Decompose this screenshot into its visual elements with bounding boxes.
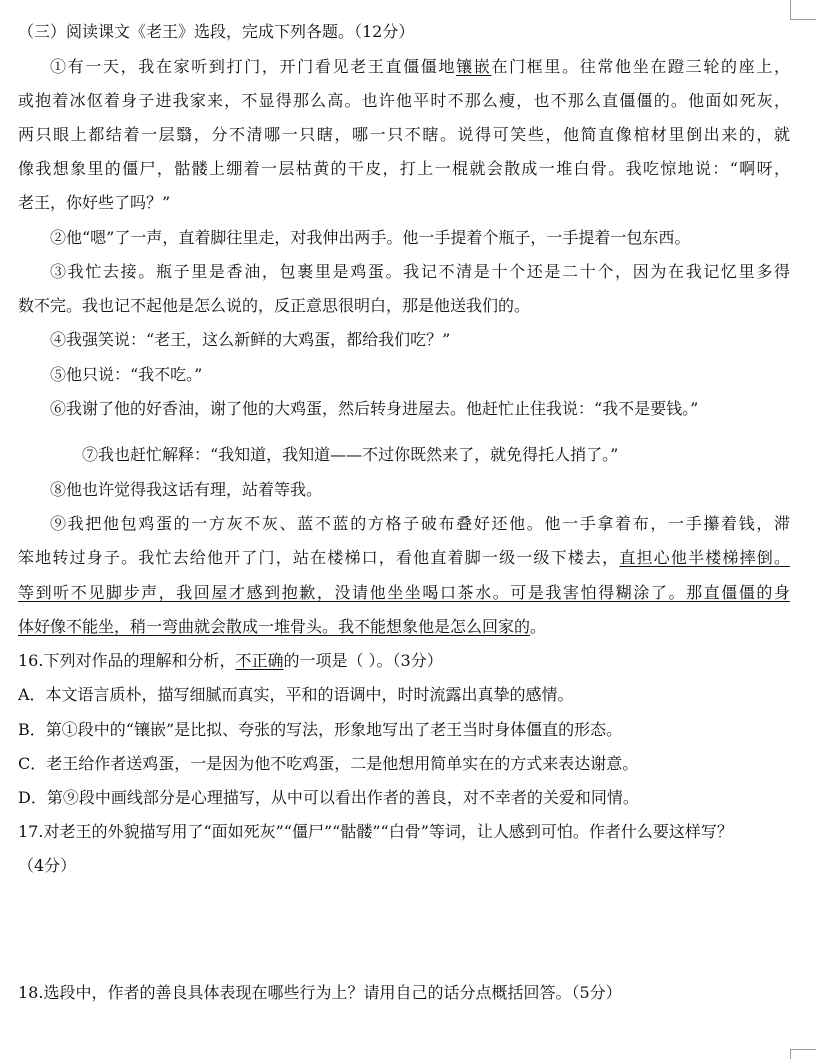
paragraph-1-line-4: 像我想象里的僵尸，骷髅上绷着一层枯黄的干皮，打上一棍就会散成一堆白骨。我吃惊地说：“啊呀， xyxy=(18,159,790,178)
text-run: ①有一天，我在家听到打门，开门看见老王直僵僵地 xyxy=(50,57,457,76)
question-18: 18.选段中，作者的善良具体表现在哪些行为上？请用自己的话分点概括回答。（5分） xyxy=(18,983,622,1002)
paragraph-3-line-1: ③我忙去接。瓶子里是香油，包裹里是鸡蛋。我记不清是十个还是二十个，因为在我记忆里多得 xyxy=(50,262,790,281)
paragraph-2: ②他“嗯”了一声，直着脚往里走，对我伸出两手。他一手提着个瓶子，一手提着一包东西。 xyxy=(50,228,691,247)
question-16-option-d: D．第⑨段中画线部分是心理描写，从中可以看出作者的善良，对不幸者的关爱和同情。 xyxy=(18,788,639,807)
question-17-line-2: （4分） xyxy=(18,856,77,875)
question-17-line-1: 17.对老王的外貌描写用了“面如死灰”“僵尸”“骷髅”“白骨”等词，让人感到可怕。作者什么要这样写？ xyxy=(18,822,733,841)
underlined-sentence: 体好像不能坐，稍一弯曲就会散成一堆骨头。我不能想象他是怎么回家的 xyxy=(18,617,531,636)
question-16-option-b: B．第①段中的“镶嵌”是比拟、夸张的写法，形象地写出了老王当时身体僵直的形态。 xyxy=(18,720,623,739)
question-16 xyxy=(18,650,443,672)
section-heading: （三）阅读课文《老王》选段，完成下列各题。（12分） xyxy=(18,22,415,41)
question-16-option-c: C．老王给作者送鸡蛋，一是因为他不吃鸡蛋，二是他想用简单实在的方式来表达谢意。 xyxy=(18,754,639,773)
paragraph-9-line-3: 等到听不见脚步声，我回屋才感到抱歉，没请他坐坐喝口茶水。可是我害怕得糊涂了。那直僵僵的身 xyxy=(18,583,790,602)
text-run: 16.下列对作品的理解和分析， xyxy=(18,651,236,670)
paragraph-4: ④我强笑说：“老王，这么新鲜的大鸡蛋，都给我们吃？” xyxy=(50,330,451,349)
underlined-sentence: 直担心他半楼梯摔倒。 xyxy=(619,548,790,567)
paragraph-5: ⑤他只说：“我不吃。” xyxy=(50,365,203,384)
text-run: 。 xyxy=(530,617,547,636)
text-run: 笨地转过身子。我忙去给他开了门，站在楼梯口，看他直着脚一级一级下楼去， xyxy=(18,548,620,567)
text-run: 在门框里。往常他坐在蹬三轮的座上， xyxy=(491,57,790,76)
paragraph-9-line-2 xyxy=(18,547,790,569)
page-corner-mark-bottom xyxy=(790,1049,816,1059)
paragraph-9-line-1: ⑨我把他包鸡蛋的一方灰不灰、蓝不蓝的方格子破布叠好还他。他一手拿着布，一手攥着钱，滞 xyxy=(50,514,790,533)
paragraph-8: ⑧他也许觉得我这话有理，站着等我。 xyxy=(50,480,323,499)
underlined-word: 镶嵌 xyxy=(456,57,492,76)
paragraph-9-line-4 xyxy=(18,616,546,638)
text-run: 的一项是（ ）。（3分） xyxy=(283,651,443,670)
paragraph-6: ⑥我谢了他的好香油，谢了他的大鸡蛋，然后转身进屋去。他赶忙止住我说：“我不是要钱。” xyxy=(50,399,699,418)
question-16-option-a: A．本文语言质朴，描写细腻而真实，平和的语调中，时时流露出真挚的感情。 xyxy=(18,685,574,704)
paragraph-7: ⑦我也赶忙解释：“我知道，我知道——不过你既然来了，就免得托人捎了。” xyxy=(82,445,619,464)
underlined-word: 不正确 xyxy=(235,651,284,670)
paragraph-1-line-2: 或抱着冰伛着身子进我家来，不显得那么高。也许他平时不那么瘦，也不那么直僵僵的。他面如死灰， xyxy=(18,91,790,110)
paragraph-3-line-2: 数不完。我也记不起他是怎么说的，反正意思很明白，那是他送我们的。 xyxy=(18,296,531,315)
page-corner-mark-top xyxy=(790,0,816,20)
paragraph-1-line-1 xyxy=(50,56,790,78)
paragraph-1-line-3: 两只眼上都结着一层翳，分不清哪一只瞎，哪一只不瞎。说得可笑些，他简直像棺材里倒出来的，就 xyxy=(18,125,790,144)
paragraph-1-line-5: 老王，你好些了吗？” xyxy=(18,193,171,212)
